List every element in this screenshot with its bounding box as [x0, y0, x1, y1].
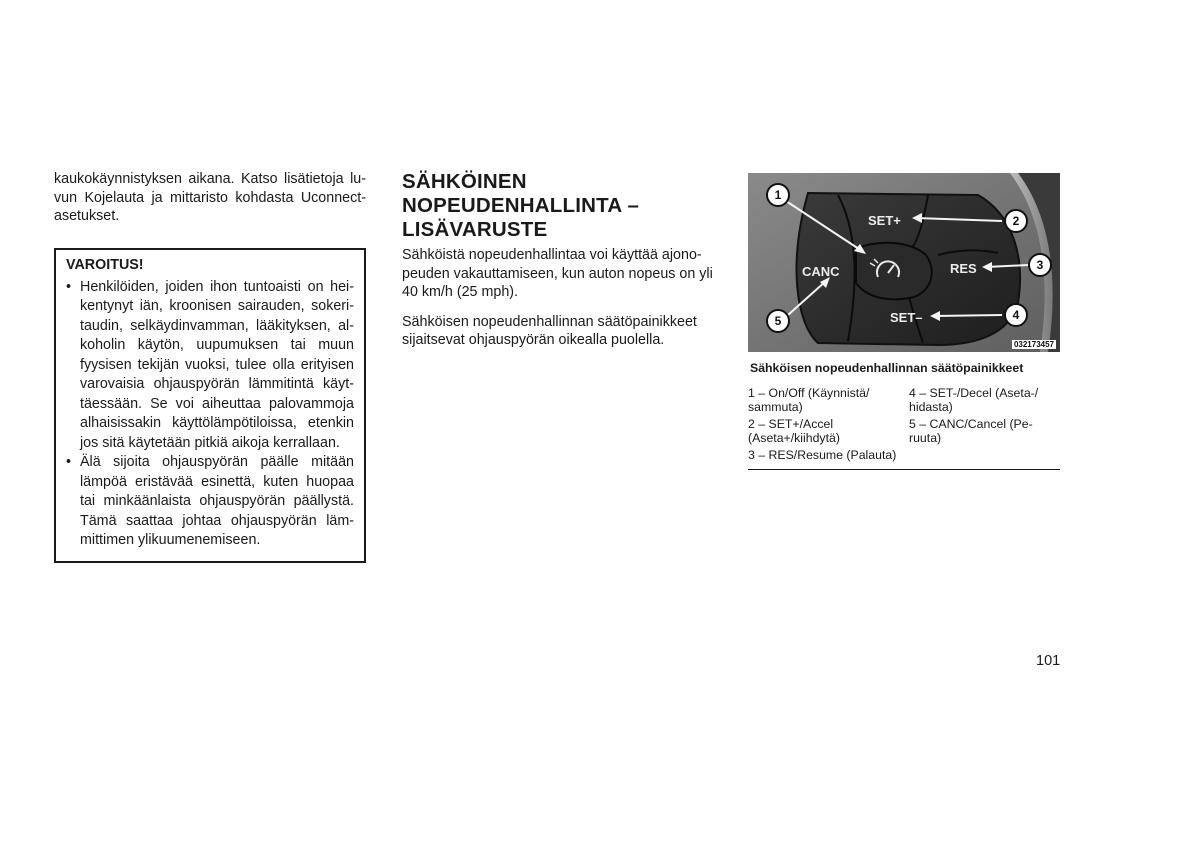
middle-column — [402, 170, 715, 361]
page-number: 101 — [1036, 653, 1061, 669]
figure-caption: Sähköisen nopeudenhallinnan säätöpainikkeet — [750, 361, 1024, 375]
legend-item: 3 – RES/Resume (Palauta) — [748, 448, 897, 462]
steering-wheel-illustration — [748, 173, 1060, 352]
steering-wheel-controls-figure — [748, 173, 1060, 352]
left-column — [54, 170, 366, 563]
set-plus-label: SET+ — [868, 213, 901, 228]
heading-line: SÄHKÖINEN — [402, 170, 527, 193]
callout-number: 2 — [1012, 214, 1020, 228]
legend-item: 1 – On/Off (Käynnistä/ sammuta) — [748, 386, 870, 414]
body-paragraph: Sähköistä nopeudenhallintaa voi käyttää ajonopeuden vakauttamiseen, kun auton nopeus on yli 40 km/h (25 mph). — [402, 247, 713, 300]
section-heading — [402, 170, 715, 242]
figure-legend — [748, 386, 1060, 470]
image-code: 032173457 — [1013, 340, 1054, 349]
heading-line: LISÄVARUSTE — [402, 218, 548, 241]
set-minus-label: SET– — [890, 310, 923, 325]
intro-paragraph: kaukokäynnistyksen aikana. Katso lisätietoja luvun Kojelauta ja mittaristo kohdasta Uconnect-asetukset. — [54, 171, 366, 224]
callout-number: 5 — [774, 314, 782, 328]
legend-item: 4 – SET-/Decel (Aseta-/ hidasta) — [909, 386, 1039, 414]
callout-number: 1 — [774, 188, 782, 202]
warning-item: • Henkilöiden, joiden ihon tuntoaisti on heikentynyt iän, kroonisen sairauden, sokeritaudin, selkäydinvamman, lääkityksen, alkoholin käytön, uupumuksen tai muun fyysisen tekijän vuoksi, tulee olla erityisen varovaisia ohjauspyörän lämmitintä käyttäessään. Se voi aiheuttaa palovammoja alhaisissakin käyttölämpötiloissa, etenkin jos sitä käytetään pitkiä aikoja kerrallaan. — [66, 278, 354, 454]
canc-label: CANC — [802, 264, 840, 279]
warning-item: • Älä sijoita ohjauspyörän päälle mitään lämpöä eristävää esinettä, kuten huopaa tai minkäänlaista ohjauspyörän päällystä. Tämä saattaa johtaa ohjauspyörän lämmittimen ylikuumenemiseen. — [66, 453, 354, 551]
warning-title: VAROITUS! — [66, 256, 144, 273]
on-off-button — [856, 243, 932, 300]
warning-box — [54, 248, 366, 563]
legend-item: 5 – CANC/Cancel (Peruuta) — [909, 417, 1033, 445]
legend-item: 2 – SET+/Accel (Aseta+/kiihdytä) — [748, 417, 840, 445]
callout-number: 3 — [1036, 258, 1044, 272]
heading-line: NOPEUDENHALLINTA – — [402, 194, 640, 217]
callout-number: 4 — [1012, 308, 1020, 322]
warning-list — [66, 278, 354, 551]
body-paragraph: Sähköisen nopeudenhallinnan säätöpainikkeet sijaitsevat ohjauspyörän oikealla puolella. — [402, 313, 697, 348]
right-column — [748, 173, 1060, 470]
res-label: RES — [950, 261, 977, 276]
